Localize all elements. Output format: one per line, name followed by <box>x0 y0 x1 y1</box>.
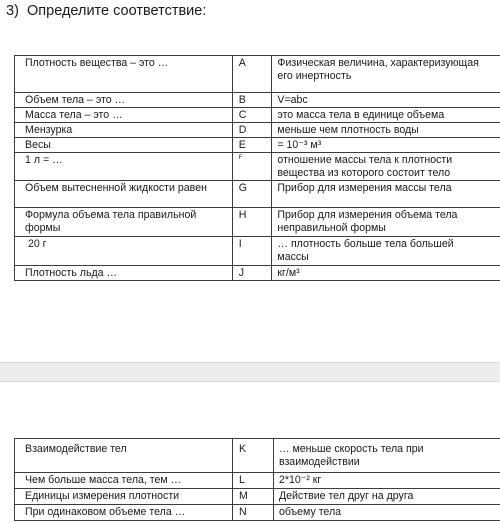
table-row <box>15 505 500 521</box>
right-cell: Действие тел друг на друга <box>273 489 500 505</box>
left-cell: Масса тела – это … <box>15 108 233 123</box>
letter-cell: H <box>232 208 272 237</box>
left-cell: Весы <box>15 138 233 153</box>
table-row <box>15 473 500 489</box>
left-cell: Мензурка <box>15 123 233 138</box>
task-number: 3) <box>6 3 19 19</box>
left-cell: Объем вытесненной жидкости равен <box>15 181 233 208</box>
task-title: Определите соответствие: <box>27 3 207 19</box>
table-row <box>15 489 500 505</box>
table-row <box>15 123 500 138</box>
right-cell: Прибор для измерения массы тела <box>272 181 500 208</box>
letter-cell: E <box>232 138 272 153</box>
letter-cell: M <box>232 489 273 505</box>
table-row <box>15 266 500 281</box>
right-cell: … плотность больше тела большей массы <box>272 237 500 266</box>
table-row <box>15 237 500 266</box>
letter-cell: K <box>232 439 273 473</box>
letter-cell: D <box>232 123 272 138</box>
letter-cell: J <box>232 266 272 281</box>
left-cell: Объем тела – это … <box>15 93 233 108</box>
left-cell: 1 л = … <box>15 153 233 181</box>
right-cell: объему тела <box>273 505 500 521</box>
letter-cell: A <box>232 56 272 93</box>
table-row <box>15 108 500 123</box>
left-cell: Плотность вещества – это … <box>15 56 233 93</box>
left-cell: 20 г <box>15 237 233 266</box>
letter-cell: N <box>232 505 273 521</box>
table-row <box>15 208 500 237</box>
matching-table-2 <box>14 438 500 521</box>
right-cell: … меньше скорость тела при взаимодействии <box>273 439 500 473</box>
table-row <box>15 439 500 473</box>
right-cell: = 10⁻³ м³ <box>272 138 500 153</box>
table-row <box>15 181 500 208</box>
page-gap <box>0 362 500 382</box>
table-row <box>15 138 500 153</box>
left-cell: При одинаковом объеме тела … <box>15 505 233 521</box>
right-cell: кг/м³ <box>272 266 500 281</box>
letter-cell: F <box>232 153 272 181</box>
right-cell: это масса тела в единице объема <box>272 108 500 123</box>
letter-cell: C <box>232 108 272 123</box>
right-cell: 2*10⁻² кг <box>273 473 500 489</box>
letter-cell: B <box>232 93 272 108</box>
matching-table-1 <box>14 55 500 281</box>
table-row <box>15 56 500 93</box>
left-cell: Плотность льда … <box>15 266 233 281</box>
right-cell: V=abc <box>272 93 500 108</box>
right-cell: Физическая величина, характеризующая его инертность <box>272 56 500 93</box>
left-cell: Единицы измерения плотности <box>15 489 233 505</box>
letter-cell: I <box>232 237 272 266</box>
left-cell: Взаимодействие тел <box>15 439 233 473</box>
right-cell: Прибор для измерения объема тела неправильной формы <box>272 208 500 237</box>
letter-cell: L <box>232 473 273 489</box>
table-row <box>15 153 500 181</box>
letter-cell: G <box>232 181 272 208</box>
left-cell: Чем больше масса тела, тем … <box>15 473 233 489</box>
table-row <box>15 93 500 108</box>
right-cell: меньше чем плотность воды <box>272 123 500 138</box>
left-cell: Формула объема тела правильной формы <box>15 208 233 237</box>
right-cell: отношение массы тела к плотности вещества из которого состоит тело <box>272 153 500 181</box>
